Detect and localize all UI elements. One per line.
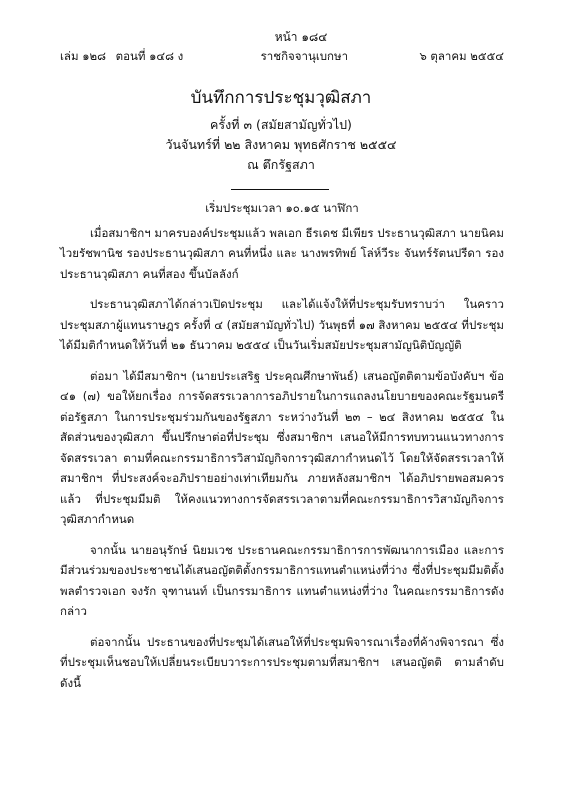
meeting-date: วันจันทร์ที่ ๒๒ สิงหาคม พุทธศักราช ๒๕๕๔ (165, 137, 397, 152)
meeting-place: ณ ตึกรัฐสภา (247, 157, 315, 172)
gazette-header (60, 48, 504, 66)
start-time: เริ่มประชุมเวลา ๑๐.๑๕ นาฬิกา (205, 201, 359, 215)
document-title: บันทึกการประชุมวุฒิสภา (190, 88, 372, 108)
paragraph: ต่อจากนั้น ประธานของที่ประชุมได้เสนอให้ที่ประชุมพิจารณาเรื่องที่ค้างพิจารณา ซึ่งที่ประชุมเห็นชอบให้เปลี่ยนระเบียบวาระการประชุมตามที่สมาชิกฯ เสนอญัตติ ตามลำดับ ดังนี้ (60, 634, 504, 690)
title-divider (231, 189, 329, 190)
paragraph: ประธานวุฒิสภาได้กล่าวเปิดประชุม และได้แจ้งให้ที่ประชุมรับทราบว่า ในคราวประชุมสภาผู้แทนราษฎร ครั้งที่ ๔ (สมัยสามัญทั่วไป) วันพุธที่ ๑๗ สิงหาคม ๒๕๕๔ ที่ประชุมได้มีมติกำหนดให้วันที่ ๒๑ ธันวาคม ๒๕๕๔ เป็นวันเริ่มสมัยประชุมสามัญนิติบัญญัติ (60, 297, 504, 352)
gazette-name: ราชกิจจานุเบกษา (260, 49, 349, 63)
issue: ตอนที่ ๑๔๘ ง (115, 49, 184, 63)
paragraph: เมื่อสมาชิกฯ มาครบองค์ประชุมแล้ว พลเอก ธีรเดช มีเพียร ประธานวุฒิสภา นายนิคม ไวยรัชพานิช รองประธานวุฒิสภา คนที่หนึ่ง และ นางพรทิพย์ โล่ห์วีระ จันทร์รัตนปรีดา รองประธานวุฒิสภา คนที่สอง ขึ้นบัลลังก์ (60, 225, 504, 281)
volume: เล่ม ๑๒๘ (60, 49, 106, 63)
publication-date: ๖ ตุลาคม ๒๕๕๔ (419, 49, 504, 63)
volume-issue (60, 48, 189, 66)
minutes-body (60, 198, 504, 703)
paragraph: จากนั้น นายอนุรักษ์ นิยมเวช ประธานคณะกรรมาธิการการพัฒนาการเมือง และการมีส่วนร่วมของประชาชนได้เสนอญัตติตั้งกรรมาธิการแทนตำแหน่งที่ว่าง ซึ่งที่ประชุมมีมติตั้ง พลตำรวจเอก จงรัก จุฑานนท์ เป็นกรรมาธิการ แทนตำแหน่งที่ว่าง ในคณะกรรมาธิการดังกล่าว (60, 542, 504, 618)
session-line: ครั้งที่ ๓ (สมัยสามัญทั่วไป) (210, 117, 352, 132)
paragraph: ต่อมา ได้มีสมาชิกฯ (นายประเสริฐ ประคุณศึกษาพันธ์) เสนอญัตติตามข้อบังคับฯ ข้อ ๔๑ (๗) ขอให้ยกเรื่อง การจัดสรรเวลาการอภิปรายในการแถลงนโยบายของคณะรัฐมนตรีต่อรัฐสภา ในการประชุมร่วมกันของรัฐสภา ระหว่างวันที่ ๒๓ – ๒๔ สิงหาคม ๒๕๕๔ ในสัดส่วนของวุฒิสภา ขึ้นปรึกษาต่อที่ประชุม ซึ่งสมาชิกฯ เสนอให้มีการทบทวนแนวทางการจัดสรรเวลา ตามที่คณะกรรมาธิการวิสามัญกิจการวุฒิสภากำหนดไว้ โดยให้จัดสรรเวลาให้สมาชิกฯ ที่ประสงค์จะอภิปรายอย่างเท่าเทียมกัน ภายหลังสมาชิกฯ ได้อภิปรายพอสมควรแล้ว ที่ประชุมมีมติ ให้คงแนวทางการจัดสรรเวลาตามที่คณะกรรมาธิการวิสามัญกิจการวุฒิสภากำหนด (60, 368, 504, 526)
page-number: หน้า ๑๘๔ (274, 30, 328, 44)
title-block (0, 84, 562, 175)
